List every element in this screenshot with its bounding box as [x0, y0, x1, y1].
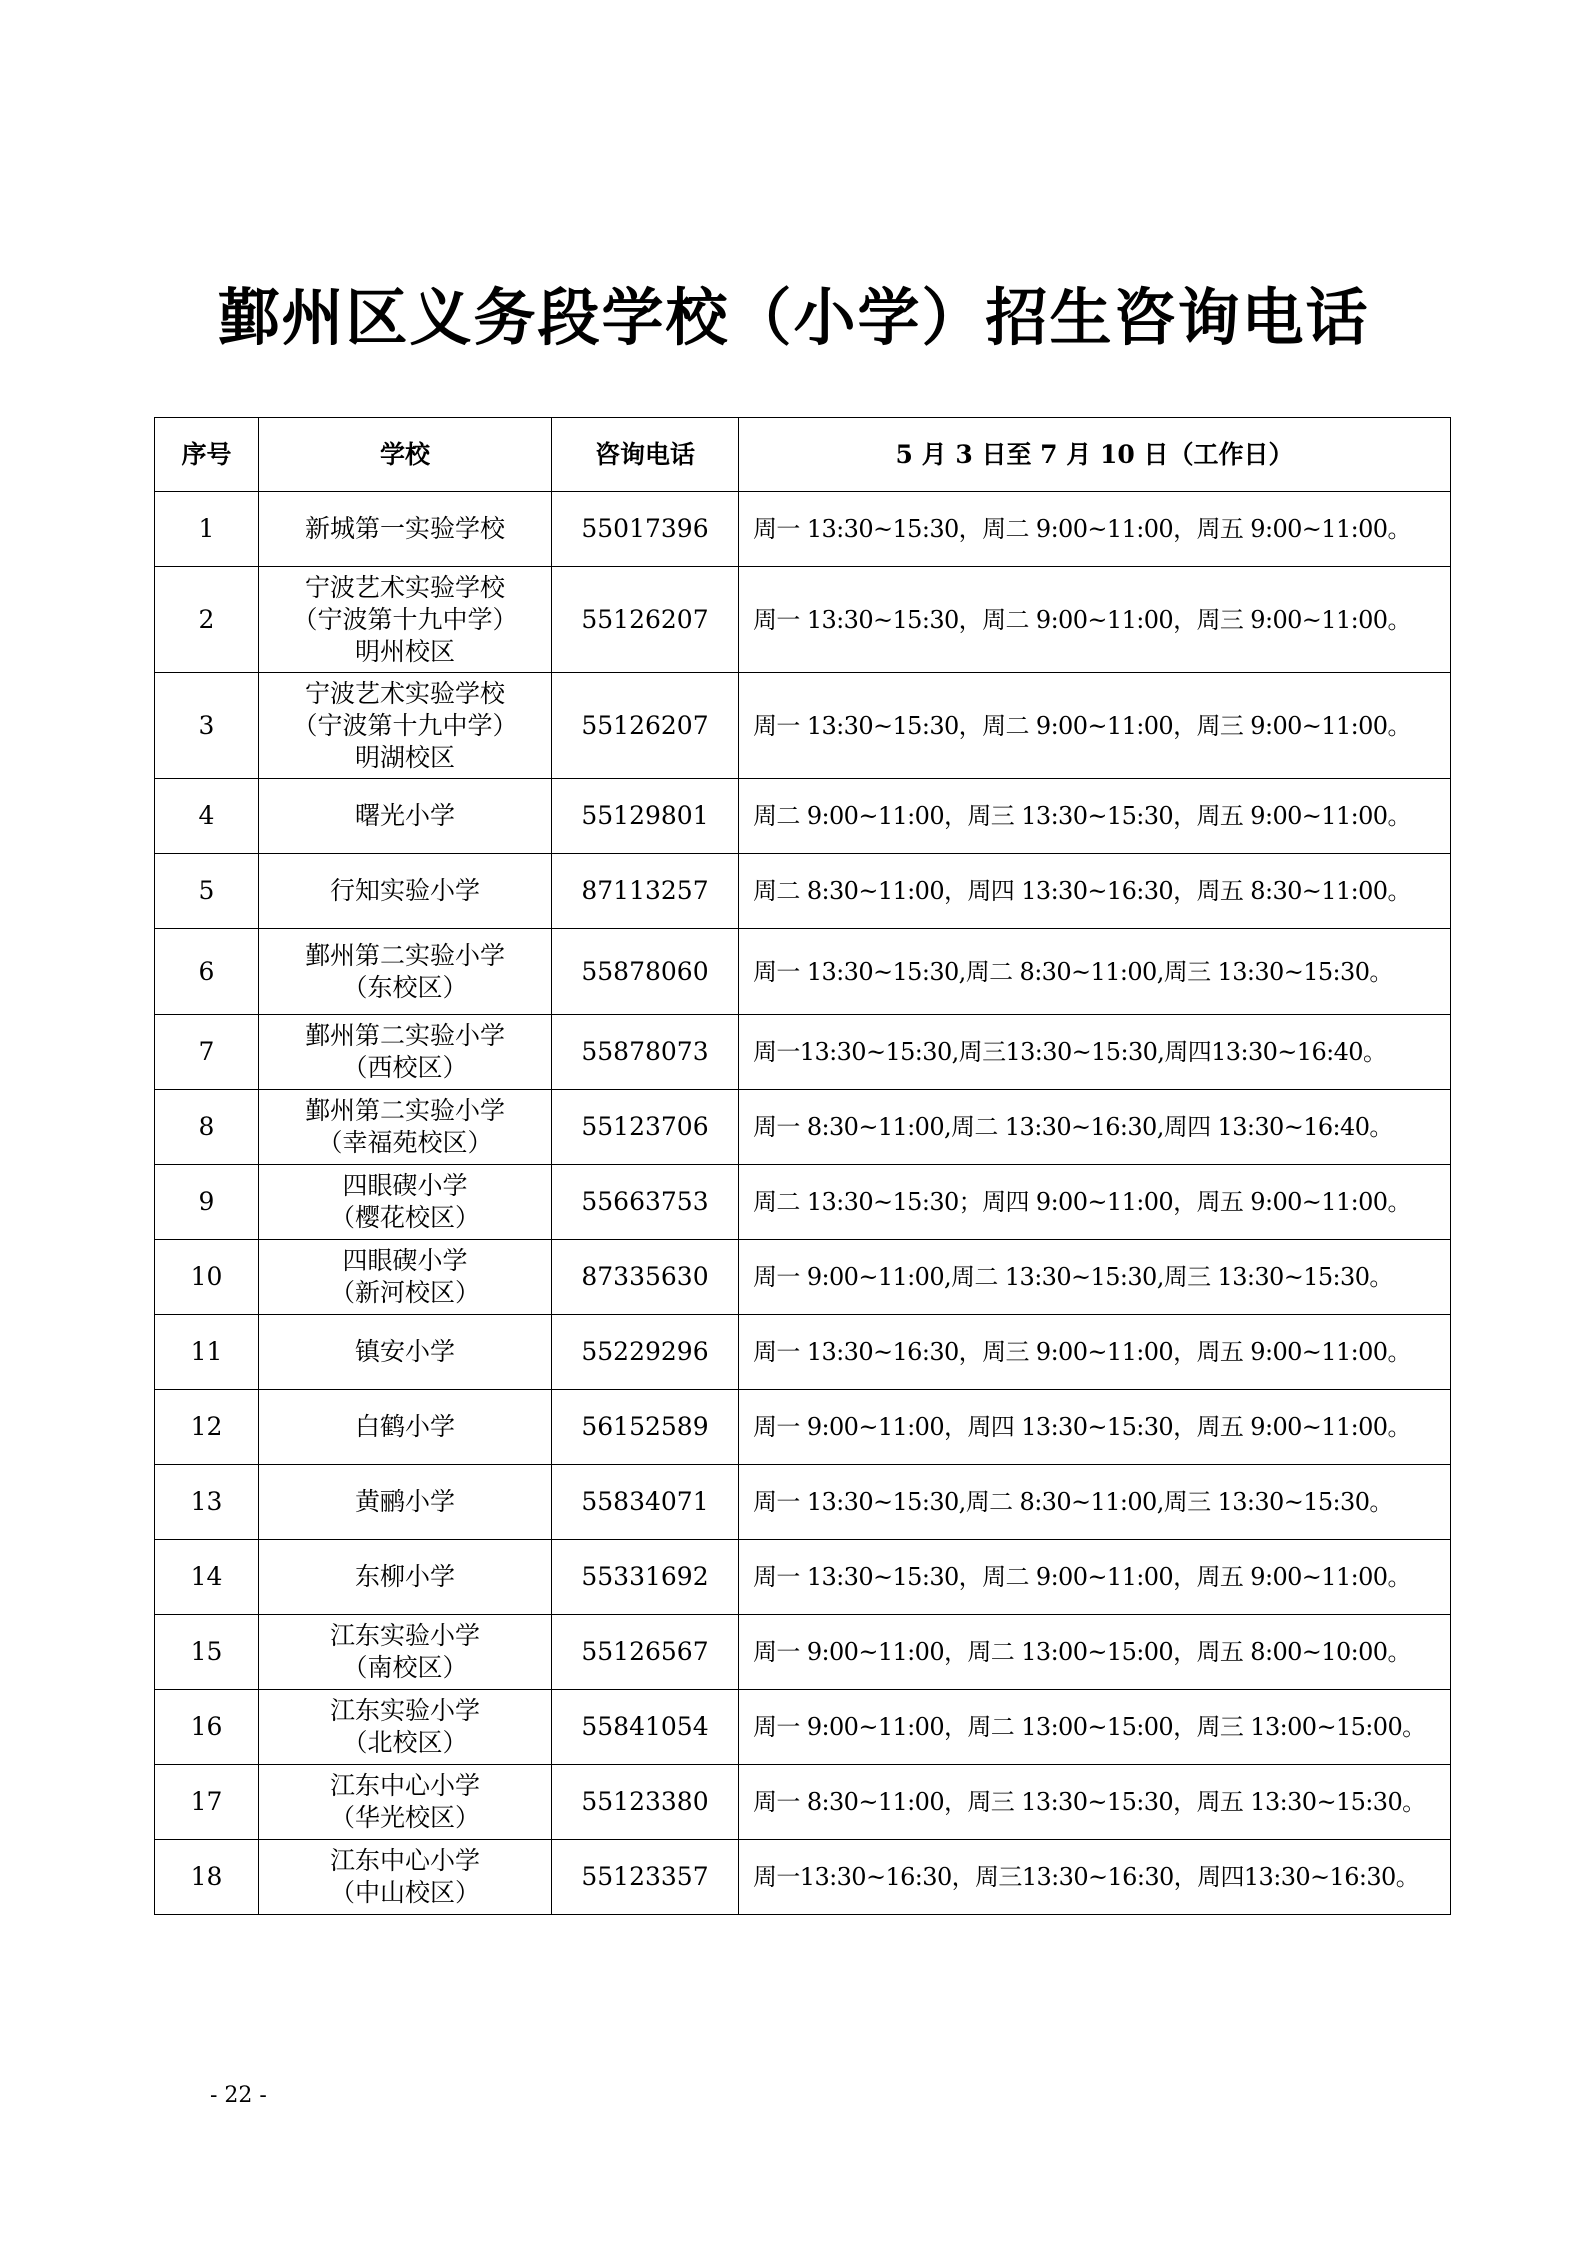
row-school [259, 854, 552, 929]
row-index: 6 [155, 929, 259, 1015]
school-name-line: 曙光小学 [354, 801, 455, 830]
school-name-line: 江东实验小学 [329, 1621, 480, 1650]
row-school [259, 1165, 552, 1240]
row-index: 7 [155, 1015, 259, 1090]
consultation-table [154, 417, 1451, 1915]
header-school: 学校 [259, 418, 552, 492]
page-title: 鄞州区义务段学校（小学）招生咨询电话 [217, 281, 1370, 354]
row-phone: 55841054 [552, 1690, 739, 1765]
row-phone: 55123380 [552, 1765, 739, 1840]
school-name-line: （西校区） [342, 1053, 468, 1082]
row-phone: 55123357 [552, 1840, 739, 1915]
row-hours: 周一 9:00~11:00，周二 13:00~15:00，周三 13:00~15:00。 [739, 1690, 1451, 1765]
row-phone: 55129801 [552, 779, 739, 854]
school-name-line: （北校区） [342, 1728, 468, 1757]
row-hours: 周二 9:00~11:00，周三 13:30~15:30，周五 9:00~11:00。 [739, 779, 1451, 854]
header-phone: 咨询电话 [552, 418, 739, 492]
row-index: 18 [155, 1840, 259, 1915]
row-hours: 周一 13:30~15:30,周二 8:30~11:00,周三 13:30~15:30。 [739, 929, 1451, 1015]
row-school [259, 1540, 552, 1615]
school-name-line: 宁波艺术实验学校 [304, 572, 505, 602]
row-hours: 周一 9:00~11:00，周四 13:30~15:30，周五 9:00~11:00。 [739, 1390, 1451, 1465]
row-hours: 周一 9:00~11:00，周二 13:00~15:00，周五 8:00~10:00。 [739, 1615, 1451, 1690]
table-row [155, 1690, 1451, 1765]
school-name-line: 明湖校区 [354, 742, 455, 772]
row-index: 2 [155, 567, 259, 673]
table-row [155, 1540, 1451, 1615]
row-index: 1 [155, 492, 259, 567]
table-row [155, 567, 1451, 673]
school-name-line: （宁波第十九中学） [292, 710, 518, 740]
row-index: 9 [155, 1165, 259, 1240]
school-name-line: 白鹤小学 [354, 1412, 455, 1441]
table-row [155, 673, 1451, 779]
row-hours: 周一 13:30~15:30，周二 9:00~11:00，周五 9:00~11:00。 [739, 1540, 1451, 1615]
row-school [259, 1390, 552, 1465]
school-name-line: 东柳小学 [354, 1562, 455, 1591]
row-index: 5 [155, 854, 259, 929]
school-name-line: 鄞州第二实验小学 [304, 1021, 505, 1050]
row-hours: 周一13:30~16:30，周三13:30~16:30，周四13:30~16:30。 [739, 1840, 1451, 1915]
row-phone: 55126567 [552, 1615, 739, 1690]
table-row [155, 854, 1451, 929]
row-school [259, 567, 552, 673]
table-row [155, 1615, 1451, 1690]
row-phone: 55834071 [552, 1465, 739, 1540]
row-school [259, 1015, 552, 1090]
row-index: 16 [155, 1690, 259, 1765]
table-row [155, 1015, 1451, 1090]
row-phone: 55229296 [552, 1315, 739, 1390]
school-name-line: （南校区） [342, 1653, 468, 1682]
row-school [259, 1315, 552, 1390]
table-row [155, 1090, 1451, 1165]
row-index: 17 [155, 1765, 259, 1840]
row-hours: 周一 13:30~15:30，周二 9:00~11:00，周五 9:00~11:00。 [739, 492, 1451, 567]
table-row [155, 1240, 1451, 1315]
row-school [259, 1240, 552, 1315]
row-school [259, 1765, 552, 1840]
row-hours: 周二 8:30~11:00，周四 13:30~16:30，周五 8:30~11:00。 [739, 854, 1451, 929]
row-school [259, 1690, 552, 1765]
school-name-line: 四眼碶小学 [342, 1246, 468, 1275]
row-index: 12 [155, 1390, 259, 1465]
table-row [155, 1465, 1451, 1540]
row-phone: 55126207 [552, 567, 739, 673]
row-school [259, 779, 552, 854]
table-row [155, 1765, 1451, 1840]
row-school [259, 929, 552, 1015]
row-phone: 55663753 [552, 1165, 739, 1240]
row-phone: 55126207 [552, 673, 739, 779]
row-hours: 周一 13:30~16:30，周三 9:00~11:00，周五 9:00~11:00。 [739, 1315, 1451, 1390]
school-name-line: （宁波第十九中学） [292, 604, 518, 634]
row-phone: 55017396 [552, 492, 739, 567]
row-hours: 周一 13:30~15:30,周二 8:30~11:00,周三 13:30~15:30。 [739, 1465, 1451, 1540]
header-hours: 5 月 3 日至 7 月 10 日（工作日） [739, 418, 1451, 492]
school-name-line: （中山校区） [329, 1878, 480, 1907]
school-name-line: 鄞州第二实验小学 [304, 940, 505, 970]
row-index: 15 [155, 1615, 259, 1690]
school-name-line: 江东中心小学 [329, 1846, 480, 1875]
school-name-line: 宁波艺术实验学校 [304, 678, 505, 708]
school-name-line: 黄鹂小学 [354, 1487, 455, 1516]
header-index: 序号 [155, 418, 259, 492]
row-school [259, 1090, 552, 1165]
school-name-line: （樱花校区） [329, 1203, 480, 1232]
table-row [155, 929, 1451, 1015]
row-hours: 周二 13:30~15:30；周四 9:00~11:00，周五 9:00~11:00。 [739, 1165, 1451, 1240]
row-hours: 周一 8:30~11:00，周三 13:30~15:30，周五 13:30~15:30。 [739, 1765, 1451, 1840]
row-hours: 周一 13:30~15:30，周二 9:00~11:00，周三 9:00~11:00。 [739, 673, 1451, 779]
row-index: 14 [155, 1540, 259, 1615]
table-body [155, 492, 1451, 1915]
school-name-line: 四眼碶小学 [342, 1171, 468, 1200]
row-index: 4 [155, 779, 259, 854]
row-phone: 56152589 [552, 1390, 739, 1465]
school-name-line: 新城第一实验学校 [304, 514, 505, 543]
row-school [259, 492, 552, 567]
school-name-line: 江东中心小学 [329, 1771, 480, 1800]
page-number: - 22 - [210, 2083, 267, 2108]
row-index: 13 [155, 1465, 259, 1540]
school-name-line: 明州校区 [354, 636, 455, 666]
row-phone: 87335630 [552, 1240, 739, 1315]
school-name-line: （新河校区） [329, 1278, 480, 1307]
school-name-line: （东校区） [342, 972, 468, 1002]
row-index: 10 [155, 1240, 259, 1315]
row-hours: 周一 9:00~11:00,周二 13:30~15:30,周三 13:30~15:30。 [739, 1240, 1451, 1315]
school-name-line: 镇安小学 [354, 1337, 455, 1366]
table-row [155, 779, 1451, 854]
table-row [155, 1165, 1451, 1240]
school-name-line: 行知实验小学 [329, 876, 480, 905]
school-name-line: 江东实验小学 [329, 1696, 480, 1725]
row-school [259, 1840, 552, 1915]
school-name-line: （幸福苑校区） [317, 1128, 493, 1157]
row-phone: 55878060 [552, 929, 739, 1015]
table-row [155, 1315, 1451, 1390]
row-school [259, 1465, 552, 1540]
row-hours: 周一13:30~15:30,周三13:30~15:30,周四13:30~16:40。 [739, 1015, 1451, 1090]
row-hours: 周一 8:30~11:00,周二 13:30~16:30,周四 13:30~16:40。 [739, 1090, 1451, 1165]
school-name-line: 鄞州第二实验小学 [304, 1096, 505, 1125]
row-phone: 55331692 [552, 1540, 739, 1615]
row-phone: 55123706 [552, 1090, 739, 1165]
table-row [155, 492, 1451, 567]
table-row [155, 1390, 1451, 1465]
table-row [155, 1840, 1451, 1915]
school-name-line: （华光校区） [329, 1803, 480, 1832]
row-index: 8 [155, 1090, 259, 1165]
row-phone: 55878073 [552, 1015, 739, 1090]
row-index: 11 [155, 1315, 259, 1390]
row-school [259, 1615, 552, 1690]
row-hours: 周一 13:30~15:30，周二 9:00~11:00，周三 9:00~11:00。 [739, 567, 1451, 673]
table-header-row [155, 418, 1451, 492]
row-index: 3 [155, 673, 259, 779]
row-school [259, 673, 552, 779]
row-phone: 87113257 [552, 854, 739, 929]
